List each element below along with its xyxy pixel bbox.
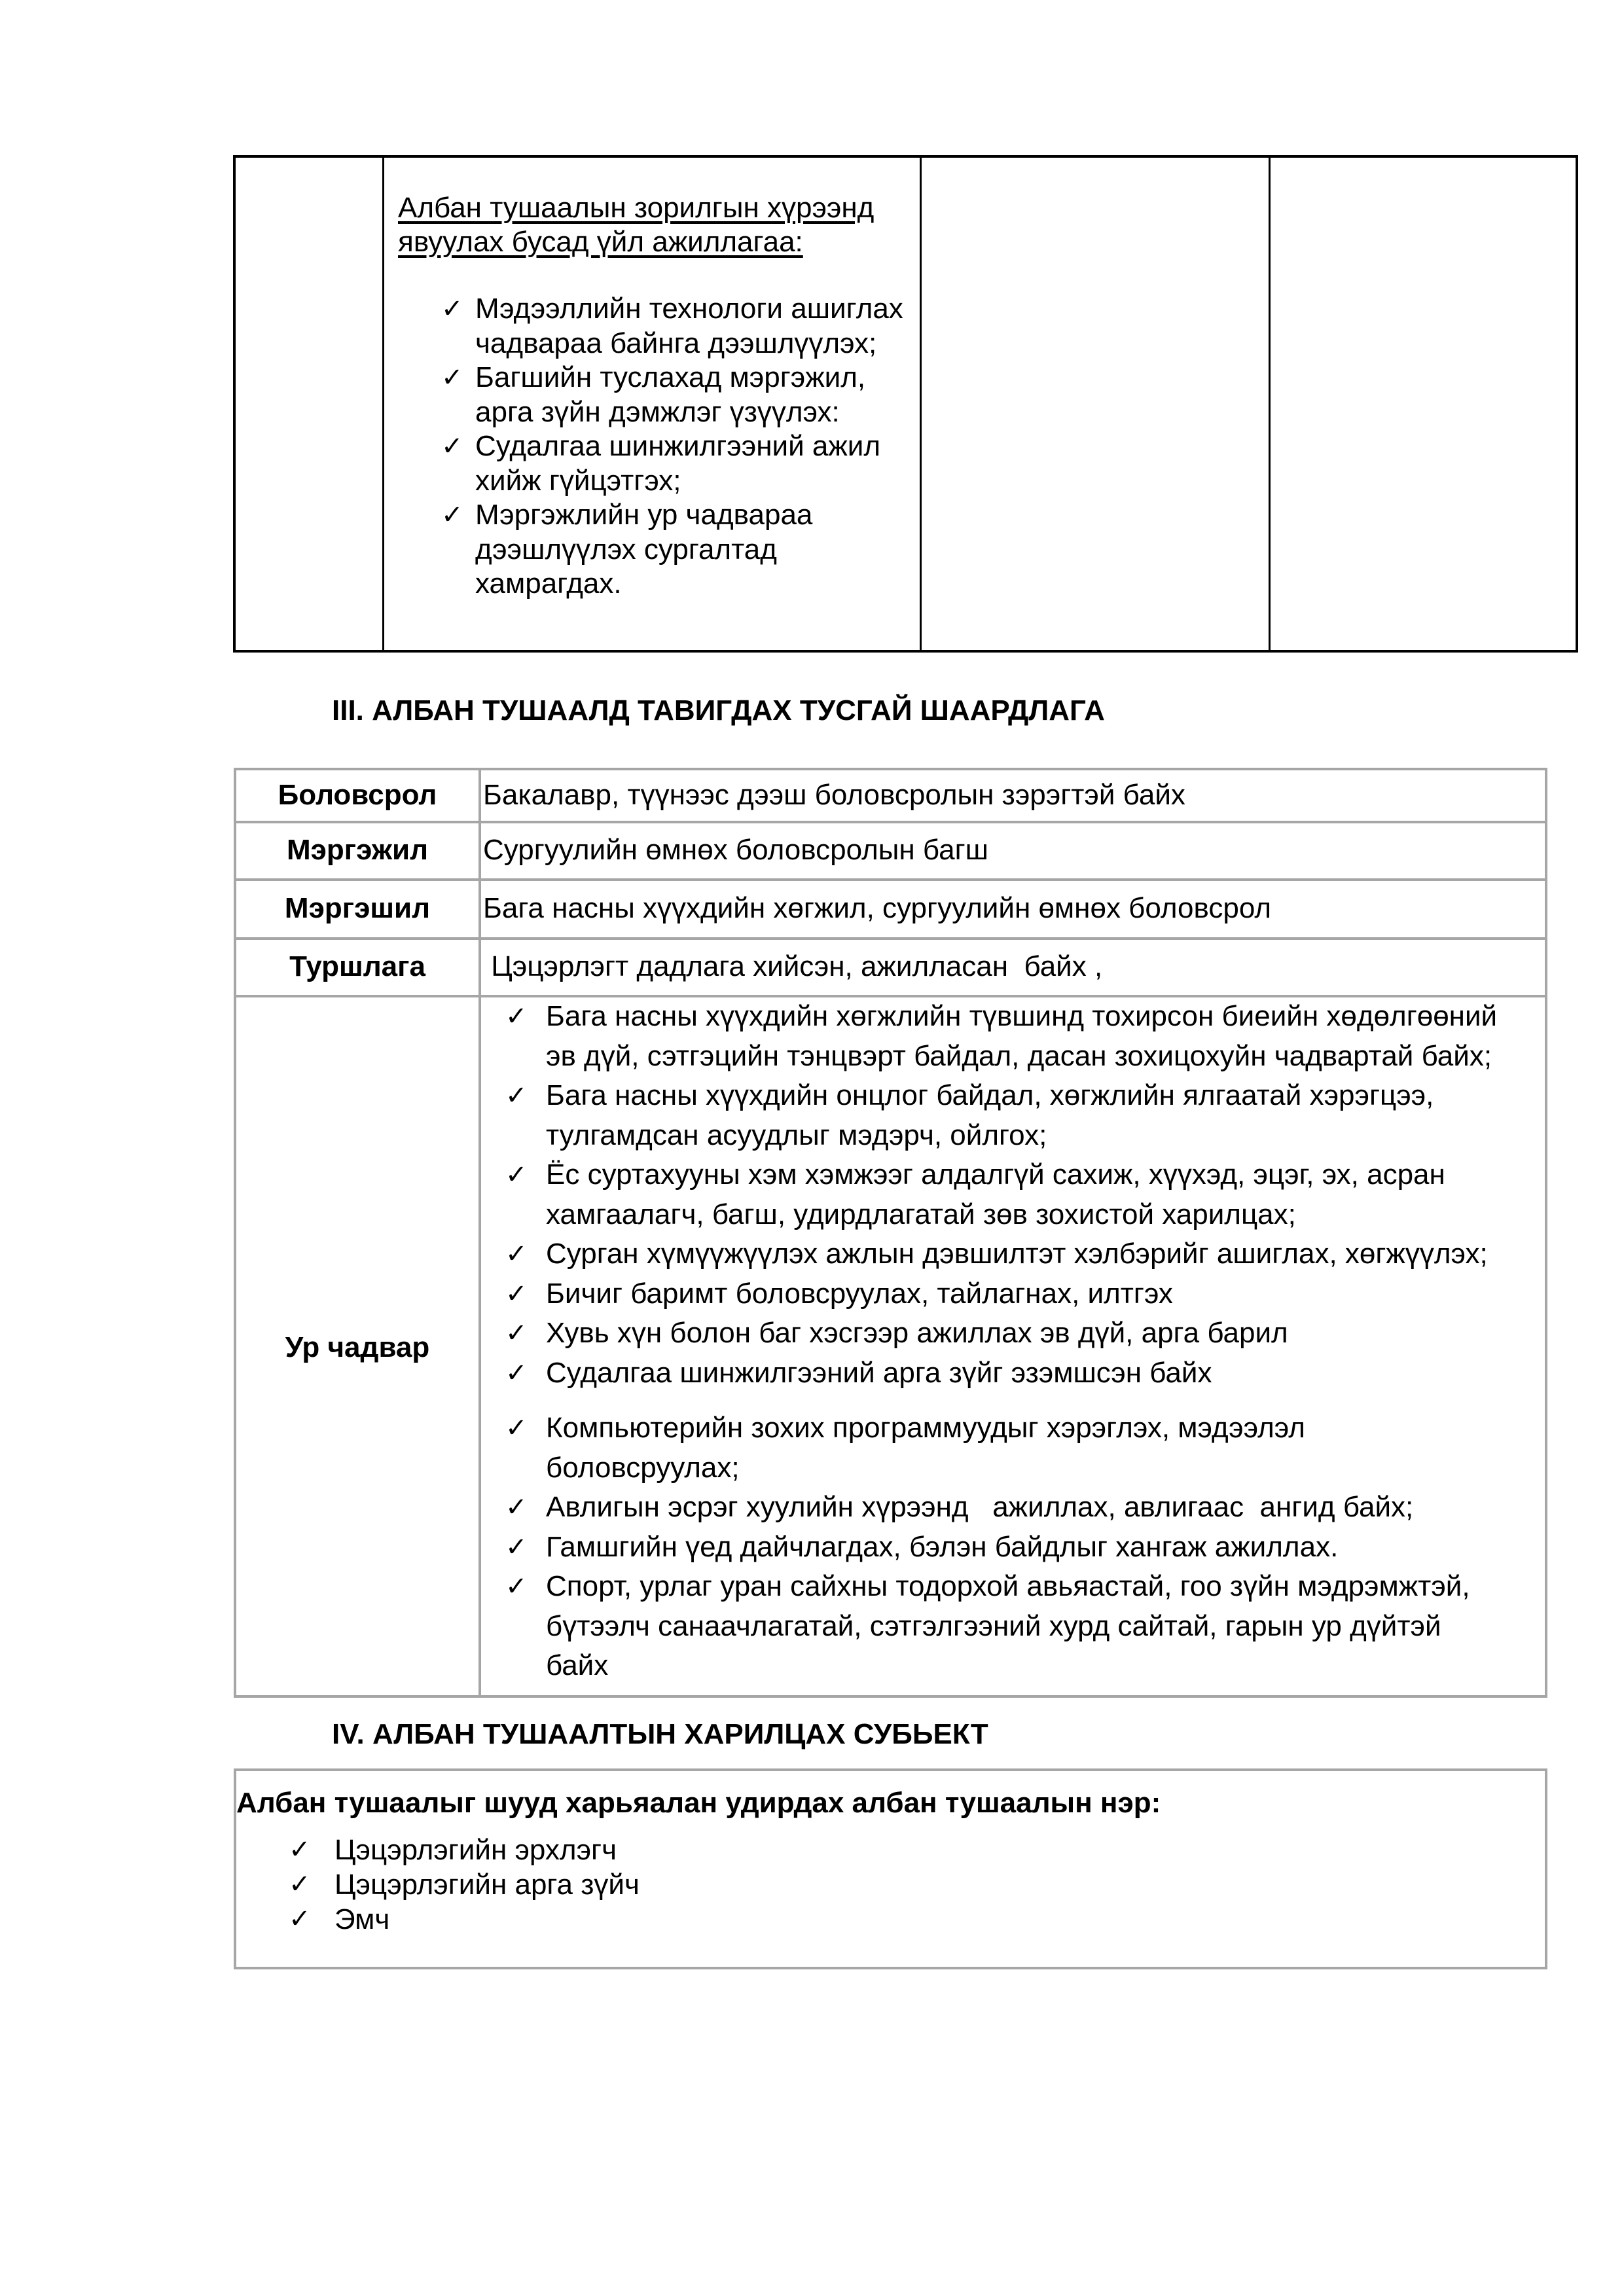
row-value-education: Бакалавр, түүнээс дээш боловсролын зэрэгтэй байх (483, 779, 1185, 811)
list-item: ✓ Судалгаа шинжилгээний ажил хийж гүйцэтгэх; (441, 430, 881, 497)
list-item (483, 1155, 1543, 1234)
list-item-line: Судалгаа шинжилгээний арга зүйг эзэмшсэн байх (546, 1356, 1212, 1389)
row-label-experience: Туршлага (289, 950, 425, 982)
table-column-divider (382, 155, 384, 653)
list-item (483, 1076, 1543, 1155)
list-item-line: Хувь хүн болон баг хэсгээр ажиллах эв дүй, арга барил (546, 1317, 1288, 1349)
duties-cell (398, 191, 909, 601)
list-item: ✓ Эмч (289, 1903, 390, 1935)
check-mark-icon: ✓ (441, 295, 463, 323)
table-column-divider (920, 155, 922, 653)
list-item-line: Бага насны хүүхдийн онцлог байдал, хөгжлийн ялгаатай хэрэгцээ, (546, 1079, 1434, 1111)
row-value-profession: Сургуулийн өмнөх боловсролын багш (483, 834, 988, 866)
check-mark-icon: ✓ (505, 1532, 528, 1562)
list-item (483, 1488, 1543, 1528)
check-mark-icon: ✓ (289, 1835, 311, 1864)
table-column-divider (1269, 155, 1271, 653)
list-item: ✓ Багшийн туслахад мэргэжил, арга зүйн дэмжлэг үзүүлэх: (441, 361, 866, 428)
table-column-divider (478, 768, 481, 1698)
list-item (483, 1274, 1543, 1314)
check-mark-icon: ✓ (505, 1358, 528, 1388)
row-label-specialization: Мэргэшил (284, 892, 431, 924)
check-mark-icon: ✓ (505, 1414, 528, 1443)
row-value-specialization: Бага насны хүүхдийн хөгжил, сургуулийн өмнөх боловсрол (483, 892, 1272, 924)
row-label-skills: Ур чадвар (285, 1331, 430, 1363)
check-mark-icon: ✓ (289, 1870, 311, 1899)
row-label-profession: Мэргэжил (286, 834, 429, 866)
list-item: ✓ Мэдээллийн технологи ашиглах чадвараа байнга дээшлүүлэх; (441, 293, 903, 359)
list-item (483, 1354, 1543, 1393)
list-item (483, 1408, 1543, 1488)
check-mark-icon: ✓ (441, 363, 463, 392)
list-item: ✓ Цэцэрлэгийн эрхлэгч (289, 1834, 617, 1866)
check-mark-icon: ✓ (505, 1319, 528, 1348)
list-item-line: тулгамдсан асуудлыг мэдэрч, ойлгох; (546, 1119, 1047, 1151)
list-item (483, 997, 1543, 1076)
list-item (483, 1528, 1543, 1568)
list-item-line: Спорт, урлаг уран сайхны тодорхой авьяастай, гоо зүйн мэдрэмжтэй, (546, 1570, 1470, 1602)
list-item-line: байх (546, 1649, 609, 1681)
duties-list (398, 292, 909, 601)
list-item-line: Бага насны хүүхдийн хөгжлийн түвшинд тохирсон биеийн хөдөлгөөний (546, 1000, 1498, 1032)
duties-subheading: Албан тушаалын зорилгын хүрээнд явуулах бусад үйл ажиллагаа: (398, 192, 875, 258)
check-mark-icon: ✓ (441, 501, 463, 529)
section-heading: III. АЛБАН ТУШААЛД ТАВИГДАХ ТУСГАЙ ШААРДЛАГА (332, 694, 1105, 726)
table-row-divider (234, 937, 1547, 940)
row-label-education: Боловсрол (278, 779, 437, 811)
skills-list (483, 997, 1543, 1686)
supervisor-list (236, 1833, 640, 1937)
list-item-line: эв дүй, сэтгэцийн тэнцвэрт байдал, дасан зохицохуйн чадвартай байх; (546, 1039, 1492, 1072)
list-item-line: Сурган хүмүүжүүлэх ажлын дэвшилтэт хэлбэрийг ашиглах, хөгжүүлэх; (546, 1238, 1488, 1270)
list-item (483, 1234, 1543, 1274)
list-item: ✓ Цэцэрлэгийн арга зүйч (289, 1869, 640, 1901)
list-item-line: Авлигын эсрэг хуулийн хүрээнд ажиллах, авлигаас ангид байх; (546, 1491, 1414, 1523)
list-item-line: Бичиг баримт боловсруулах, тайлагнах, илтгэх (546, 1277, 1173, 1310)
check-mark-icon: ✓ (505, 1279, 528, 1308)
section-heading: IV. АЛБАН ТУШААЛТЫН ХАРИЛЦАХ СУБЬЕКТ (332, 1718, 988, 1750)
table-row-divider (234, 821, 1547, 823)
check-mark-icon: ✓ (505, 1160, 528, 1189)
list-item-line: Ёс суртахууны хэм хэмжээг алдалгүй сахиж, хүүхэд, эцэг, эх, асран (546, 1158, 1445, 1191)
list-item: ✓ Мэргэжлийн ур чадвараа дээшлүүлэх сургалтад хамрагдах. (441, 499, 813, 600)
check-mark-icon: ✓ (289, 1905, 311, 1933)
check-mark-icon: ✓ (505, 1081, 528, 1110)
check-mark-icon: ✓ (505, 1002, 528, 1031)
list-item (483, 1314, 1543, 1354)
list-item-line: боловсруулах; (546, 1451, 740, 1484)
list-item-line: Компьютерийн зохих программуудыг хэрэглэх, мэдээлэл (546, 1412, 1305, 1444)
list-item-line: Гамшгийн үед дайчлагдах, бэлэн байдлыг хангаж ажиллах. (546, 1530, 1339, 1563)
check-mark-icon: ✓ (505, 1572, 528, 1601)
check-mark-icon: ✓ (505, 1240, 528, 1268)
list-item (483, 1567, 1543, 1686)
list-item-line: бүтээлч санаачлагатай, сэтгэлгээний хурд сайтай, гарын ур дүйтэй (546, 1609, 1441, 1642)
check-mark-icon: ✓ (441, 432, 463, 461)
relations-box-title: Албан тушаалыг шууд харьяалан удирдах албан тушаалын нэр: (236, 1787, 1161, 1819)
list-item-line: хамгаалагч, багш, удирдлагатай зөв зохистой харилцах; (546, 1198, 1296, 1230)
row-value-experience: Цэцэрлэгт дадлага хийсэн, ажилласан байх , (483, 950, 1103, 982)
table-row-divider (234, 878, 1547, 881)
check-mark-icon: ✓ (505, 1493, 528, 1522)
